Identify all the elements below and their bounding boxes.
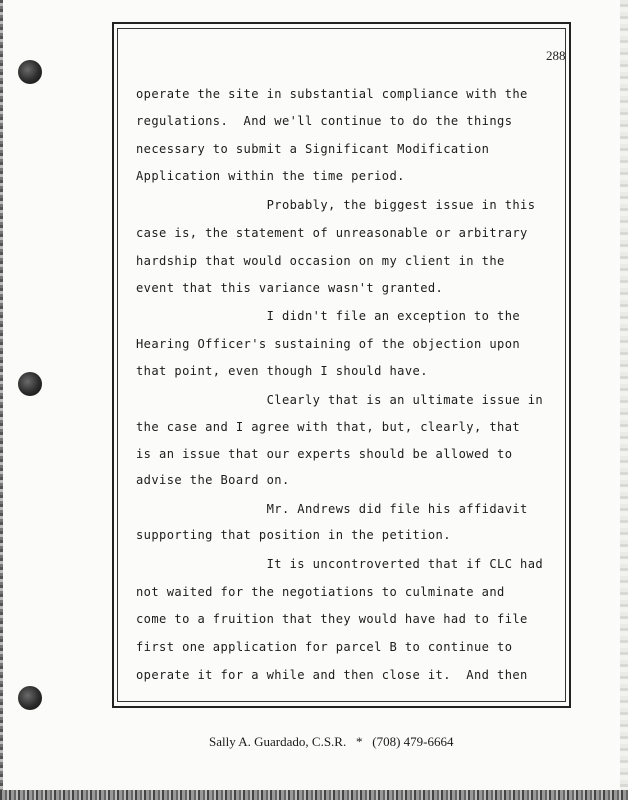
footer-separator: * — [355, 734, 363, 749]
transcript-line: advise the Board on. — [136, 473, 290, 487]
transcript-line: It is uncontroverted that if CLC had — [136, 557, 544, 571]
transcript-line: case is, the statement of unreasonable or arbitrary — [136, 226, 528, 240]
transcript-line: operate the site in substantial compliance with the — [136, 87, 528, 101]
transcript-line: Application within the time period. — [136, 169, 405, 183]
transcript-line: Mr. Andrews did file his affidavit — [136, 502, 528, 516]
transcript-line: I didn't file an exception to the — [136, 309, 521, 323]
transcript-line: regulations. And we'll continue to do the things — [136, 114, 513, 128]
scan-edge-right — [620, 0, 628, 800]
reporter-footer — [209, 734, 453, 750]
transcript-line: is an issue that our experts should be allowed to — [136, 447, 513, 461]
transcript-line: hardship that would occasion on my client in the — [136, 254, 505, 268]
transcript-line: supporting that position in the petition. — [136, 528, 451, 542]
scan-edge-bottom — [0, 790, 628, 800]
punch-hole-middle — [18, 372, 42, 396]
transcript-line: operate it for a while and then close it. And then — [136, 668, 528, 682]
scan-edge-left — [0, 0, 3, 800]
punch-hole-top — [18, 60, 42, 84]
transcript-line: Probably, the biggest issue in this — [136, 198, 536, 212]
transcript-line: that point, even though I should have. — [136, 364, 428, 378]
reporter-name: Sally A. Guardado, C.S.R. — [209, 734, 347, 749]
page-number: 288 — [546, 48, 566, 63]
transcript-line: Clearly that is an ultimate issue in — [136, 393, 544, 407]
transcript-line: come to a fruition that they would have had to file — [136, 612, 528, 626]
transcript-line: Hearing Officer's sustaining of the objection upon — [136, 337, 521, 351]
transcript-line: not waited for the negotiations to culminate and — [136, 585, 505, 599]
transcript-line: the case and I agree with that, but, clearly, that — [136, 420, 521, 434]
transcript-line: first one application for parcel B to continue to — [136, 640, 513, 654]
punch-hole-bottom — [18, 686, 42, 710]
transcript-line: necessary to submit a Significant Modification — [136, 142, 490, 156]
transcript-line: event that this variance wasn't granted. — [136, 281, 444, 295]
reporter-phone: (708) 479-6664 — [372, 734, 454, 749]
